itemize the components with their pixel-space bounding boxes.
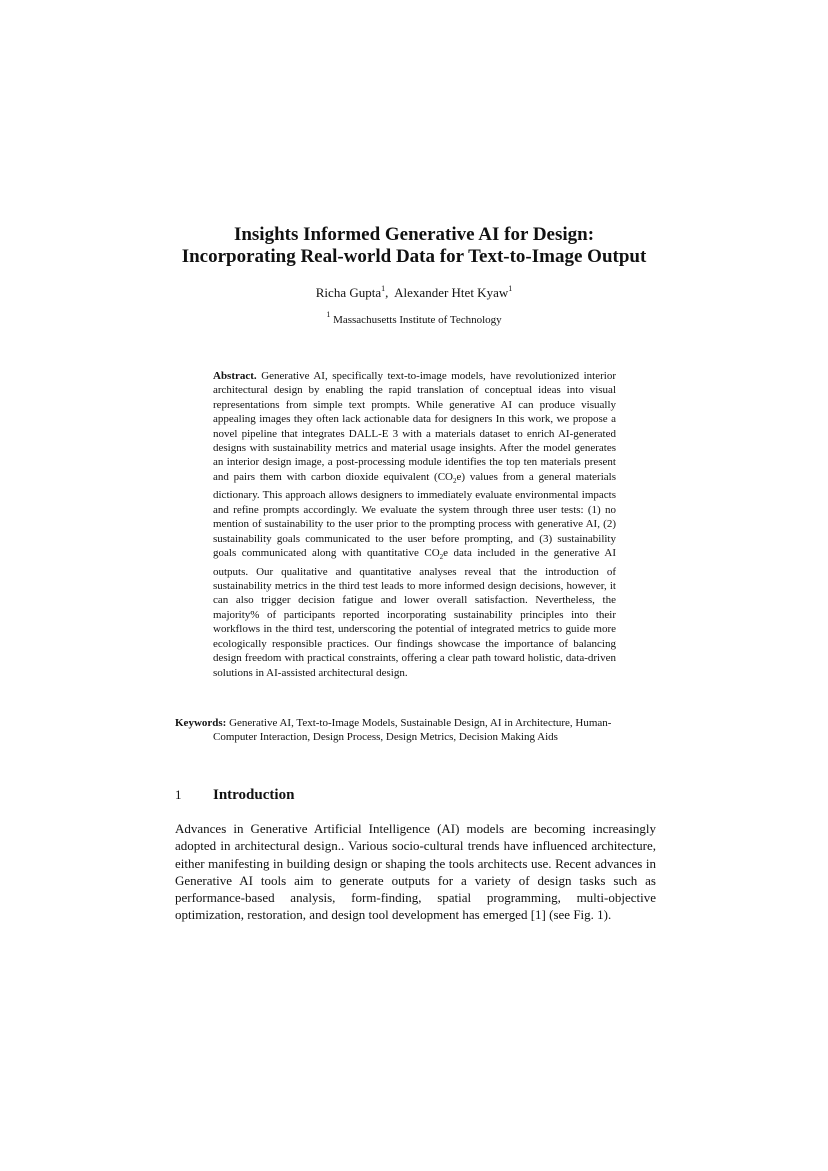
- keywords: [175, 716, 616, 745]
- abstract-subscript: 2: [452, 477, 457, 486]
- keywords-text: Generative AI, Text-to-Image Models, Sustainable Design, AI in Architecture, Human-Computer Interaction, Design Process, Design Metrics, Decision Making Aids: [213, 717, 612, 744]
- abstract-text: e) values from a general materials dictionary. This approach allows designers to immediately evaluate environmental impacts and refine prompts accordingly. We evaluate the system through three user tests: (1) no mention of sustainability to the user prior to the prompting process with generative AI, (2) sustainability goals communicated to the user before prompting, and (3) sustainability goals communicated along with quantitative CO: [213, 470, 616, 560]
- section-number: 1: [175, 787, 182, 802]
- affiliation: [100, 310, 728, 328]
- abstract-subscript: 2: [439, 553, 444, 562]
- abstract-text: Generative AI, specifically text-to-image models, have revolutionized interior architectural design by enabling the rapid translation of conceptual ideas into visual representations from simple text prompts. While generative AI can produce visually appealing images they often lack actionable data for designers In this work, we propose a novel pipeline that integrates DALL-E 3 with a materials dataset to enrich AI-generated designs with sustainability metrics and material usage insights. After the model generates an interior design image, a post-processing module identifies the top ten materials present and pairs them with carbon dioxide equivalent (CO: [213, 370, 616, 483]
- paper-title-line-2: Incorporating Real-world Data for Text-to-Image Output: [181, 246, 647, 267]
- abstract-text: e data included in the generative AI outputs. Our qualitative and quantitative analyses reveal that the introduction of sustainability metrics in the third test leads to more informed design decisions, however, it can also trigger decision fatigue and lower overall satisfaction. Nevertheless, the majority% of participants reported incorporating sustainability principles into their workflows in the third test, underscoring the potential of integrated metrics to guide more ecologically responsible practices. Our findings showcase the importance of balancing design freedom with practical constraints, offering a clear path toward holistic, data-driven solutions in AI-assisted architectural design.: [213, 547, 616, 679]
- abstract-label: Abstract.: [213, 370, 257, 382]
- introduction-paragraph: Advances in Generative Artificial Intelligence (AI) models are becoming increasingly adopted in architectural design.. Various socio-cultural trends have influenced architecture, either manifesting in building design or shaping the tools architects use. Recent advances in Generative AI tools aim to generate outputs for a variety of design tasks such as performance-based analysis, form-finding, spatial programming, multi-objective optimization, restoration, and design tool development has emerged [1] (see Fig. 1).: [175, 821, 656, 923]
- author-name: Alexander Htet Kyaw: [394, 285, 509, 300]
- author-separator: ,: [385, 285, 395, 300]
- affiliation-marker: 1: [381, 283, 386, 293]
- keywords-label: Keywords:: [175, 717, 227, 729]
- author-name: Richa Gupta: [315, 285, 382, 300]
- paper-title-line-1: Insights Informed Generative AI for Design:: [233, 224, 595, 245]
- affiliation-text: Massachusetts Institute of Technology: [330, 314, 502, 326]
- section-title: Introduction: [213, 787, 295, 803]
- abstract: [213, 369, 616, 680]
- affiliation-marker: 1: [326, 310, 331, 320]
- affiliation-marker: 1: [508, 283, 513, 293]
- author-list: [100, 284, 728, 302]
